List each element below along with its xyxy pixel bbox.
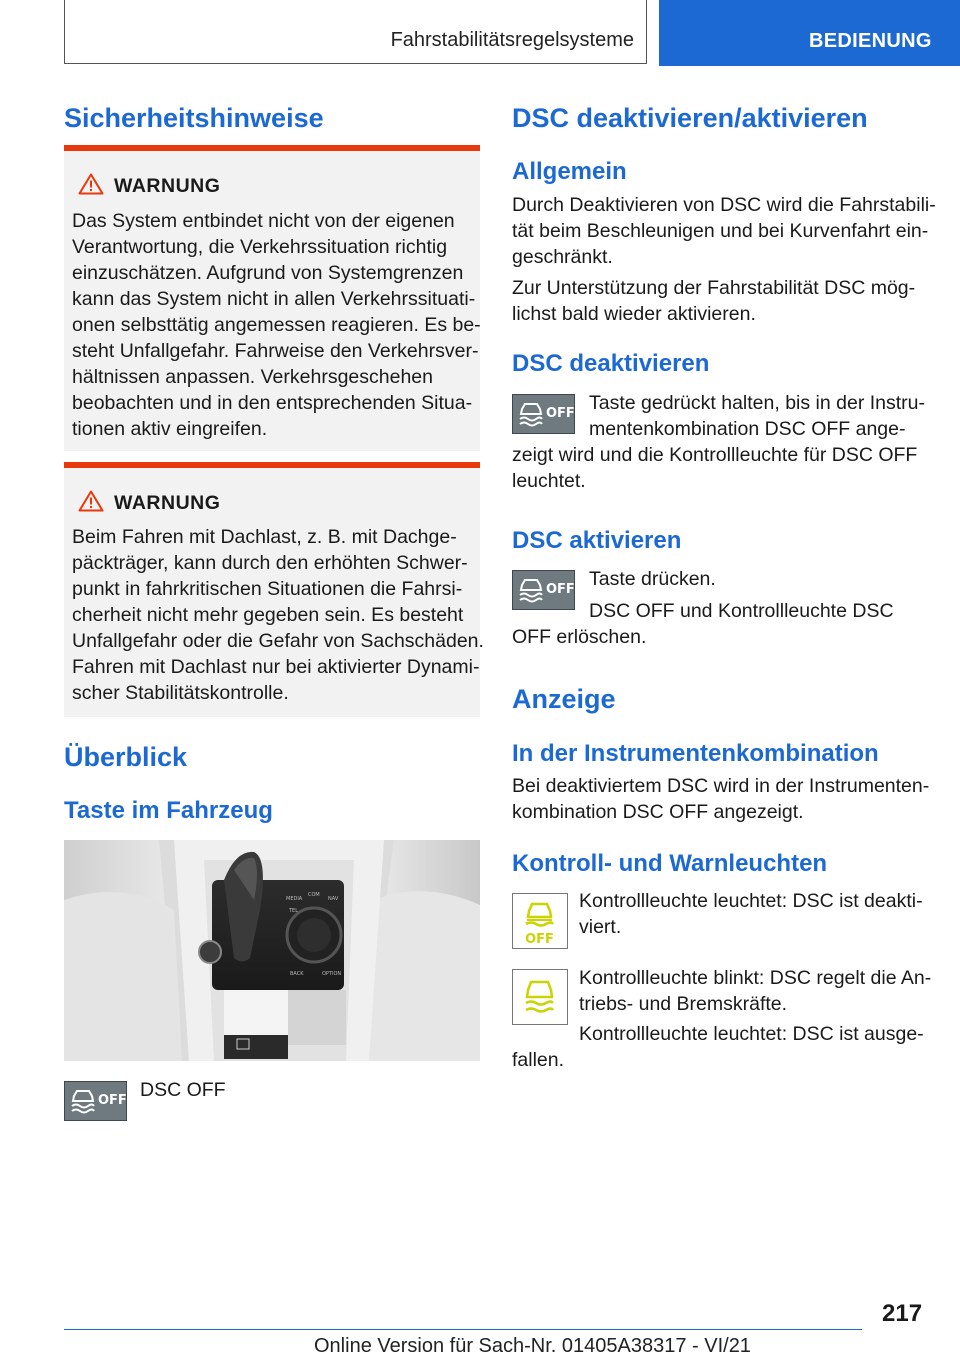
page-number: 217	[882, 1300, 923, 1327]
deactivate-subtitle: DSC deaktivieren	[512, 350, 710, 377]
warning-text-line: onen selbsttätig angemessen reagieren. Es be-	[72, 314, 481, 336]
body-text-line: Durch Deaktivieren von DSC wird die Fahrstabili-	[512, 194, 936, 216]
warning-text-line: Beim Fahren mit Dachlast, z. B. mit Dachge-	[72, 526, 457, 548]
dsc-off-label: OFF	[546, 406, 575, 421]
body-text-line: Taste gedrückt halten, bis in der Instru-	[589, 392, 926, 414]
body-text-line: viert.	[579, 916, 622, 938]
skid-car-icon	[517, 577, 545, 603]
dsc-off-label: OFF	[546, 582, 575, 597]
console-illustration	[64, 840, 480, 1061]
warning-text-line: hältnissen anpassen. Verkehrsgeschehen	[72, 366, 433, 388]
dsc-lamp-icon	[513, 970, 566, 1023]
dsc-indicator-lamp	[512, 969, 568, 1025]
body-text-line: triebs- und Bremskräfte.	[579, 993, 788, 1015]
body-text-line: tät beim Beschleunigen und bei Kurvenfahrt ein-	[512, 220, 929, 242]
photo-label-option: OPTION	[322, 971, 342, 977]
warning-text-line: kann das System nicht in allen Verkehrssituati-	[72, 288, 476, 310]
dsc-off-indicator-lamp	[512, 893, 568, 949]
body-text-line: Bei deaktiviertem DSC wird in der Instrumenten-	[512, 775, 930, 797]
body-text-line: kombination DSC OFF angezeigt.	[512, 801, 804, 823]
header-section-tab	[64, 0, 647, 64]
activate-subtitle: DSC aktivieren	[512, 527, 682, 554]
body-text-line: Kontrollleuchte blinkt: DSC regelt die An-	[579, 967, 932, 989]
warning-text-line: cherheit nicht mehr gegeben sein. Es besteht	[72, 604, 464, 626]
button-subtitle: Taste im Fahrzeug	[64, 797, 273, 824]
warning-text-line: einzuschätzen. Aufgrund von Systemgrenzen	[72, 262, 464, 284]
body-text-line: fallen.	[512, 1049, 565, 1071]
warning-text-line: Verantwortung, die Verkehrssituation richtig	[72, 236, 448, 258]
dsc-off-label: OFF	[98, 1093, 127, 1108]
warning-text-line: Unfallgefahr oder die Gefahr von Sachschäden.	[72, 630, 484, 652]
warning-text-line: tionen aktiv eingreifen.	[72, 418, 268, 440]
warning-box-1	[64, 145, 480, 451]
warning-box-2	[64, 462, 484, 717]
general-subtitle: Allgemein	[512, 158, 627, 185]
dsc-off-button-icon	[512, 570, 575, 610]
dsc-off-button-icon	[512, 394, 575, 434]
header-section-title: Fahrstabilitätsregelsysteme	[390, 29, 634, 51]
dsc-off-button-icon	[64, 1081, 127, 1121]
body-text-line: Taste drücken.	[589, 568, 716, 590]
warning-text-line: Fahren mit Dachlast nur bei aktivierter Dynami-	[72, 656, 480, 678]
body-text-line: geschränkt.	[512, 246, 613, 268]
photo-label-back: BACK	[290, 971, 304, 977]
overview-title: Überblick	[64, 742, 188, 772]
photo-label-com: COM	[308, 892, 320, 898]
vehicle-console-photo	[64, 840, 480, 1061]
warning-text-line: beobachten und in den entsprechenden Situa-	[72, 392, 473, 414]
photo-label-media: MEDIA	[286, 896, 303, 902]
dsc-section-title: DSC deaktivieren/aktivieren	[512, 103, 868, 133]
photo-label-nav: NAV	[328, 896, 339, 902]
warning-triangle-icon	[78, 173, 104, 195]
warning-text-line: Das System entbindet nicht von der eigenen	[72, 210, 455, 232]
warning-label: WARNUNG	[114, 492, 221, 514]
body-text-line: mentenkombination DSC OFF ange-	[589, 418, 906, 440]
warning-text-line: steht Unfallgefahr. Fahrweise den Verkehrsver-	[72, 340, 479, 362]
warning-label: WARNUNG	[114, 175, 221, 197]
skid-car-icon	[69, 1088, 97, 1114]
warning-text-line: päckträger, kann durch den erhöhten Schwer-	[72, 552, 468, 574]
body-text-line: DSC OFF und Kontrollleuchte DSC	[589, 600, 894, 622]
dsc-off-lamp-icon	[513, 894, 566, 947]
body-text-line: leuchtet.	[512, 470, 586, 492]
safety-title: Sicherheitshinweise	[64, 103, 324, 133]
dsc-off-caption: DSC OFF	[140, 1079, 226, 1101]
lamps-subtitle: Kontroll- und Warnleuchten	[512, 850, 828, 877]
header-chapter-title: BEDIENUNG	[809, 30, 932, 52]
body-text-line: lichst bald wieder aktivieren.	[512, 303, 756, 325]
footer-version: Online Version für Sach-Nr. 01405A38317 - VI/21	[314, 1335, 751, 1357]
warning-text-line: punkt in fahrkritischen Situationen die Fahrsi-	[72, 578, 463, 600]
lamp-off-label: OFF	[525, 932, 554, 947]
header-chapter-tab	[659, 0, 960, 66]
body-text-line: Zur Unterstützung der Fahrstabilität DSC mög-	[512, 277, 916, 299]
cluster-subtitle: In der Instrumentenkombination	[512, 740, 879, 767]
body-text-line: OFF erlöschen.	[512, 626, 647, 648]
body-text-line: zeigt wird und die Kontrollleuchte für DSC OFF	[512, 444, 918, 466]
photo-label-tel: TEL	[289, 908, 298, 914]
body-text-line: Kontrollleuchte leuchtet: DSC ist ausge-	[579, 1023, 924, 1045]
body-text-line: Kontrollleuchte leuchtet: DSC ist deakti-	[579, 890, 923, 912]
skid-car-icon	[517, 401, 545, 427]
footer-divider	[64, 1329, 862, 1330]
warning-triangle-icon	[78, 490, 104, 512]
warning-text-line: scher Stabilitätskontrolle.	[72, 682, 289, 704]
display-title: Anzeige	[512, 684, 616, 714]
